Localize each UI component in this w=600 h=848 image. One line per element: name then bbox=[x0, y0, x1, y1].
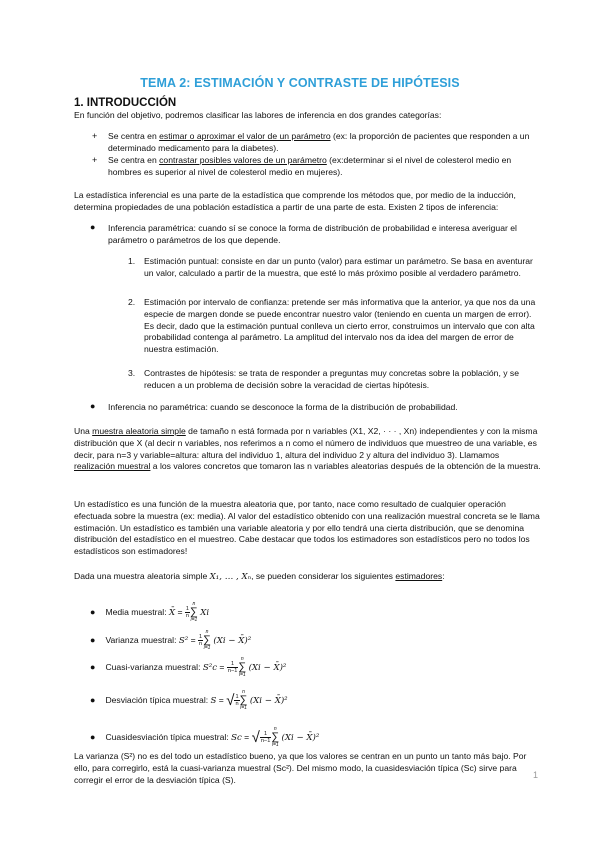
estimator-body: (Xi − X̄)² bbox=[281, 732, 320, 743]
plus-bullet-icon: + bbox=[92, 131, 98, 141]
equals-sign: = bbox=[217, 661, 227, 672]
estimator-item bbox=[90, 602, 530, 623]
estimator-item bbox=[90, 630, 530, 651]
sum-icon: n ∑ i=1 bbox=[239, 689, 248, 711]
fraction: $\frac{1}{n-1}$ bbox=[260, 731, 271, 744]
estimator-symbol: X̄ bbox=[168, 607, 176, 618]
estimator-body: (Xi − X̄)² bbox=[248, 662, 287, 673]
category-1-pre: Se centra en bbox=[108, 131, 160, 141]
estimators-intro-post: : bbox=[442, 571, 445, 581]
document-title: TEMA 2: ESTIMACIÓN Y CONTRASTE DE HIPÓTESIS bbox=[140, 76, 460, 90]
equals-sign: = bbox=[175, 606, 185, 617]
fraction: $\frac{1}{n}$ bbox=[235, 694, 239, 707]
estimator-label: Cuasi-varianza muestral bbox=[105, 661, 199, 672]
category-1-post: (ex: la proporción de pacientes que responden a un determinado medicamento para la diabetes). bbox=[108, 131, 530, 153]
estimator-symbol: S bbox=[210, 695, 217, 706]
equals-sign: = bbox=[241, 731, 252, 742]
sum-icon: n ∑ i=1 bbox=[203, 629, 211, 651]
estimators-intro-mid: , se pueden considerar los siguientes bbox=[251, 571, 396, 581]
sum-icon: n ∑ i=1 bbox=[238, 656, 247, 678]
dot-bullet-icon: ● bbox=[90, 634, 96, 645]
fraction: $\frac{1}{n}$ bbox=[198, 634, 203, 647]
list-item-hypothesis-tests: Contrastes de hipótesis: se trata de responder a preguntas muy concretas sobre la población, y se reducen a un problema de decisión sobre la veracidad de ciertas hipótesis. bbox=[144, 368, 519, 390]
inferential-paragraph: La estadística inferencial es una parte de la estadística que comprende los métodos que, por medio de la inducción, determina propiedades de una población estadística a partir de una parte de esta. Existen 2 tipos de inferencia: bbox=[74, 190, 516, 212]
sample-paragraph bbox=[74, 426, 542, 473]
estimator-symbol: S² bbox=[178, 635, 189, 646]
estimator-label: Media muestral bbox=[105, 606, 165, 617]
estimator-symbol: S²c bbox=[202, 662, 218, 673]
intro-paragraph: En función del objetivo, podremos clasificar las labores de inferencia en dos grandes categorías: bbox=[74, 110, 442, 120]
equals-sign: = bbox=[188, 634, 198, 645]
statistic-paragraph: Un estadístico es una función de la muestra aleatoria que, por tanto, nace como resultado de cualquier operación efectuada sobre la muestra (ex: media). Al valor del estadístico obtenido con una realización muestral concreta se le llama estimación. Un estadístico es también una variable aleatoria y por ello tendrá una cierta distribución, que se denomina distribución del estadístico en el muestreo. Cabe destacar que todos los estimadores son estadísticos pero no todos los estadísticos son estimadores! bbox=[74, 499, 540, 557]
category-2-underlined: contrastar posibles valores de un parámetro bbox=[159, 155, 327, 165]
dot-bullet-icon: ● bbox=[90, 401, 96, 411]
list-number: 2. bbox=[128, 297, 136, 307]
equals-sign: = bbox=[216, 694, 227, 705]
list-number: 1. bbox=[128, 256, 136, 266]
estimator-label: Cuasidesviación típica muestral bbox=[105, 731, 227, 742]
plus-bullet-icon: + bbox=[92, 155, 98, 165]
dot-bullet-icon: ● bbox=[90, 606, 96, 617]
estimator-item bbox=[90, 690, 530, 711]
estimator-item bbox=[90, 727, 530, 748]
colon: : bbox=[164, 606, 169, 617]
estimator-label: Varianza muestral bbox=[105, 634, 175, 645]
realization-underlined-term: realización muestral bbox=[74, 461, 151, 472]
page-number: 1 bbox=[532, 770, 538, 780]
nonparametric-item: Inferencia no paramétrica: cuando se desconoce la forma de la distribución de probabilidad. bbox=[108, 402, 458, 412]
colon: : bbox=[198, 661, 203, 672]
estimator-body: (Xi − X̄)² bbox=[249, 695, 288, 706]
colon: : bbox=[226, 731, 232, 742]
dot-bullet-icon: ● bbox=[90, 731, 96, 742]
dot-bullet-icon: ● bbox=[90, 694, 96, 705]
category-2-post: (ex:determinar si el nivel de colesterol medio en hombres es superior al nivel de colesterol medio en mujeres). bbox=[108, 155, 512, 177]
estimators-underlined-term: estimadores bbox=[395, 571, 443, 581]
estimator-body: (Xi − X̄)² bbox=[213, 635, 252, 646]
dot-bullet-icon: ● bbox=[90, 661, 96, 672]
sample-post: a los valores concretos que tomaron las n variables aleatorias después de la obtención de la muestra. bbox=[150, 461, 541, 472]
category-2-pre: Se centra en bbox=[108, 155, 160, 165]
sample-variables: X₁, … , Xₙ bbox=[209, 572, 252, 582]
sum-icon: n ∑ i=1 bbox=[271, 726, 280, 748]
estimator-item bbox=[90, 657, 530, 678]
estimator-body: Xi bbox=[200, 607, 210, 618]
sample-underlined-term: muestra aleatoria simple bbox=[92, 426, 186, 436]
sqrt-icon: √ bbox=[226, 691, 235, 709]
variance-note: La varianza (S²) no es del todo un estadístico bueno, ya que los valores se centran en un punto un tanto más bajo. Por ello, para corregirlo, está la cuasi-varianza muestral (Sc²). Del mismo modo, la cuasidesviación típica (Sc) sirve para corregir el error de la desviación típica (S). bbox=[74, 751, 527, 785]
sqrt-icon: √ bbox=[251, 728, 260, 746]
estimators-intro-pre: Dada una muestra aleatoria simple bbox=[74, 571, 210, 581]
estimator-label: Desviación típica muestral bbox=[105, 694, 206, 705]
category-1 bbox=[108, 131, 540, 155]
list-item-interval-estimation: Estimación por intervalo de confianza: pretende ser más informativa que la anterior, ya que nos da una especie de margen donde se puede encontrar nuestro valor (teniendo en cuenta un margen de error). Es decir, dado que la estimación puntual conlleva un cierto error, construimos un intervalo que con alta probabilidad contenga al parámetro. La amplitud del intervalo nos da idea del margen de error de nuestra estimación. bbox=[144, 297, 536, 355]
colon: : bbox=[205, 694, 211, 705]
fraction: $\frac{1}{n-1}$ bbox=[227, 661, 238, 674]
parametric-item: Inferencia paramétrica: cuando sí se conoce la forma de distribución de probabilidad e interesa averiguar el parámetro o parámetros de los que depende. bbox=[108, 223, 517, 245]
section-heading: 1. INTRODUCCIÓN bbox=[74, 97, 177, 109]
estimators-intro bbox=[74, 571, 542, 584]
fraction: $\frac{1}{n}$ bbox=[185, 606, 190, 619]
sample-pre: Una bbox=[74, 426, 93, 436]
sum-icon: n ∑ i=1 bbox=[190, 601, 198, 623]
sample-mid: de tamaño n está formada por n variables (X1, X2, · · · , Xn) independientes y con la misma distribución que X (al decir n variables, nos referimos a n como el número de individuos que muestreo de una variable, es decir, para n=3 y variable=altura: altura del individuo 1, altura del individuo 2 y altura del individuo 3). Llamamos bbox=[74, 426, 538, 460]
dot-bullet-icon: ● bbox=[90, 222, 96, 232]
colon: : bbox=[174, 634, 179, 645]
estimator-symbol: Sc bbox=[231, 732, 242, 743]
list-number: 3. bbox=[128, 368, 136, 378]
category-2 bbox=[108, 155, 540, 179]
category-1-underlined: estimar o aproximar el valor de un parámetro bbox=[159, 131, 331, 141]
list-item-point-estimation: Estimación puntual: consiste en dar un punto (valor) para estimar un parámetro. Se basa en aventurar un valor, calculado a partir de la muestra, que esté lo más próximo posible al verdadero parámetro. bbox=[144, 256, 533, 278]
